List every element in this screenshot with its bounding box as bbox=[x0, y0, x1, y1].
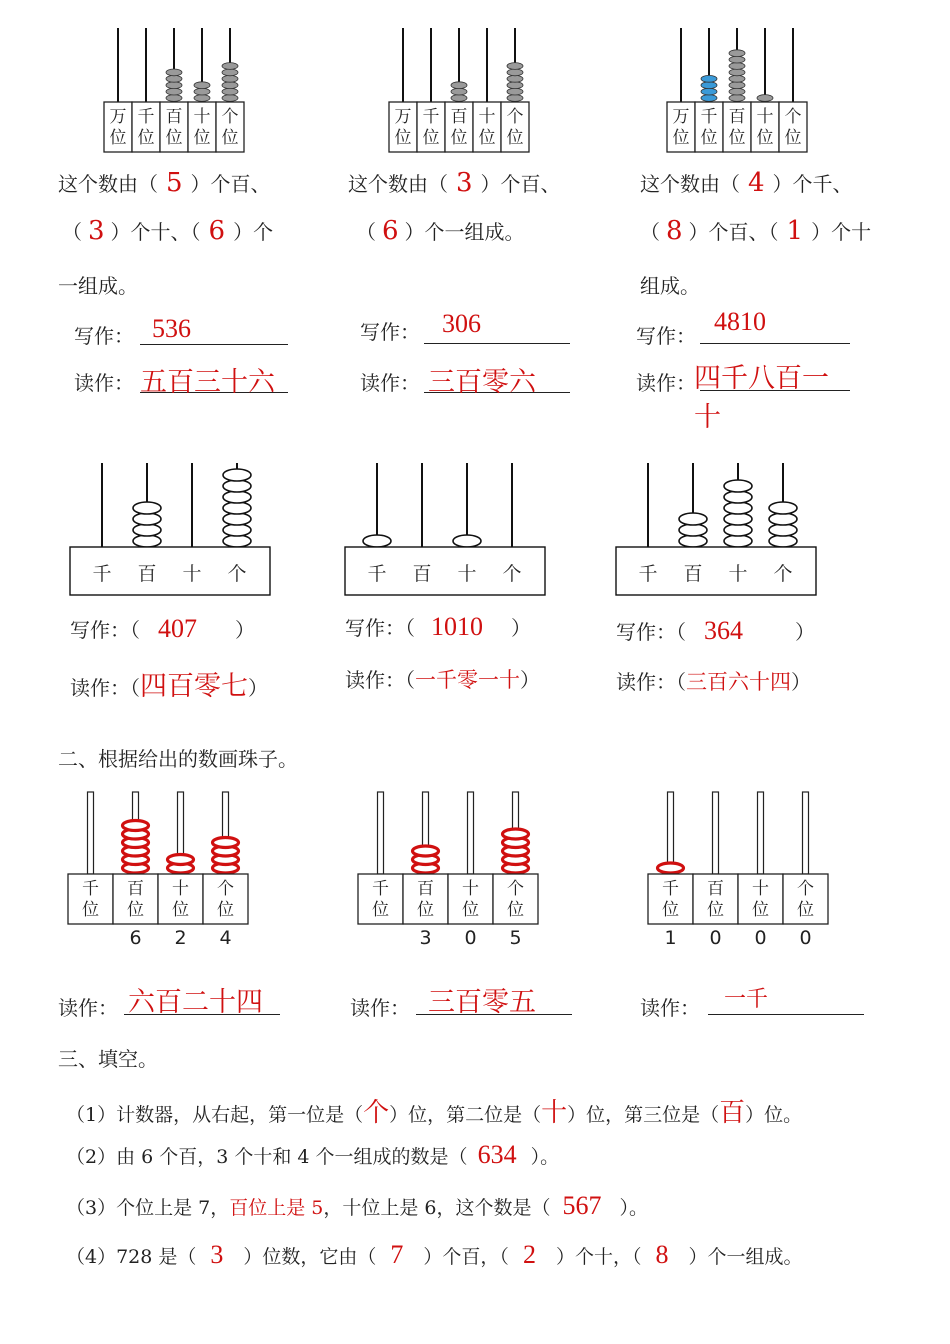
place-label: 位 bbox=[462, 900, 479, 920]
abacus-draw-3 bbox=[646, 786, 836, 951]
place-label: 万 bbox=[672, 107, 690, 127]
place-label: 位 bbox=[165, 128, 183, 148]
place-label: 个 bbox=[221, 107, 239, 127]
place-label: 十 bbox=[728, 563, 748, 585]
draw-read-label-3: 读作： bbox=[640, 996, 700, 1020]
place-label: 位 bbox=[450, 128, 468, 148]
bead bbox=[222, 63, 238, 70]
place-label: 个 bbox=[784, 107, 802, 127]
place-label: 位 bbox=[700, 128, 718, 148]
bead bbox=[729, 88, 745, 95]
bead bbox=[194, 95, 210, 102]
bead bbox=[451, 88, 467, 95]
place-label: 位 bbox=[217, 900, 234, 920]
question-3: （3）个位上是 7，百位上是 5，十位上是 6，这个数是（ 567 ）。 bbox=[66, 1191, 649, 1220]
draw-read-line-1 bbox=[124, 984, 280, 1018]
bead bbox=[166, 69, 182, 76]
bead bbox=[701, 88, 717, 95]
place-label: 位 bbox=[193, 128, 211, 148]
read-label-3: 读作： bbox=[636, 371, 696, 395]
bead bbox=[729, 95, 745, 102]
place-label: 百 bbox=[450, 107, 468, 127]
bead bbox=[769, 502, 797, 514]
draw-read-line-3 bbox=[708, 984, 864, 1015]
place-label: 位 bbox=[137, 128, 155, 148]
abacus-box-2 bbox=[343, 455, 553, 600]
bead bbox=[363, 535, 391, 547]
place-label: 千 bbox=[372, 879, 389, 899]
digit-label: 0 bbox=[709, 927, 722, 949]
bead bbox=[451, 95, 467, 102]
rod bbox=[758, 792, 764, 874]
digit-label: 5 bbox=[509, 927, 522, 949]
read-value-1: 五百三十六 bbox=[140, 367, 275, 398]
place-label: 千 bbox=[422, 107, 440, 127]
bead bbox=[701, 95, 717, 102]
place-label: 百 bbox=[417, 879, 434, 899]
place-label: 千 bbox=[700, 107, 718, 127]
place-label: 位 bbox=[662, 900, 679, 920]
bead bbox=[507, 88, 523, 95]
bead bbox=[729, 69, 745, 76]
place-label: 十 bbox=[462, 879, 479, 899]
place-label: 十 bbox=[457, 563, 477, 585]
write-value-3: 4810 bbox=[714, 307, 766, 336]
place-label: 位 bbox=[172, 900, 189, 920]
sentence-1-line3: 一组成。 bbox=[58, 274, 138, 298]
write-line-3 bbox=[700, 307, 850, 344]
place-label: 百 bbox=[412, 563, 432, 585]
bead bbox=[679, 513, 707, 525]
digit-label: 3 bbox=[419, 927, 432, 949]
place-label: 千 bbox=[92, 563, 112, 585]
write-value-1: 536 bbox=[152, 314, 191, 343]
box-read-1: 读作：（四百零七） bbox=[70, 671, 268, 702]
rod bbox=[468, 792, 474, 874]
bead bbox=[701, 82, 717, 89]
abacus-box-3 bbox=[614, 455, 824, 600]
place-label: 位 bbox=[82, 900, 99, 920]
box-write-1: 写作：（ 407 ） bbox=[70, 614, 255, 643]
part3-heading: 三、填空。 bbox=[58, 1047, 158, 1071]
place-label: 位 bbox=[672, 128, 690, 148]
write-value-2: 306 bbox=[442, 309, 481, 338]
read-label-2: 读作： bbox=[360, 371, 420, 395]
place-label: 位 bbox=[797, 900, 814, 920]
place-label: 万 bbox=[109, 107, 127, 127]
sentence-3-line3: 组成。 bbox=[640, 274, 700, 298]
draw-read-value-3: 一千 bbox=[724, 987, 769, 1012]
place-label: 位 bbox=[752, 900, 769, 920]
question-1: （1）计数器，从右起，第一位是（个）位，第二位是（十）位，第三位是（百）位。 bbox=[66, 1098, 803, 1128]
bead bbox=[724, 480, 752, 492]
place-label: 个 bbox=[227, 563, 247, 585]
write-label-1: 写作： bbox=[74, 324, 134, 348]
bead bbox=[453, 535, 481, 547]
bead bbox=[222, 69, 238, 76]
bead bbox=[223, 469, 251, 481]
rod bbox=[378, 792, 384, 874]
question-4: （4）728 是（ 3 ）位数，它由（ 7 ）个百，（ 2 ）个十，（ 8 ）个一组成。 bbox=[66, 1240, 803, 1269]
place-label: 位 bbox=[507, 900, 524, 920]
bead bbox=[658, 863, 684, 873]
place-label: 个 bbox=[502, 563, 522, 585]
sentence-2-line1: 这个数由（ 3 ）个百、 bbox=[348, 168, 561, 198]
place-label: 百 bbox=[683, 563, 703, 585]
sentence-2-line2: （ 6 ）个一组成。 bbox=[356, 216, 525, 246]
bead bbox=[166, 75, 182, 82]
abacus-box-1 bbox=[68, 455, 278, 600]
place-label: 位 bbox=[394, 128, 412, 148]
place-label: 千 bbox=[137, 107, 155, 127]
bead bbox=[507, 75, 523, 82]
bead bbox=[729, 56, 745, 63]
bead bbox=[168, 855, 194, 865]
place-label: 十 bbox=[756, 107, 774, 127]
place-label: 十 bbox=[182, 563, 202, 585]
place-label: 个 bbox=[506, 107, 524, 127]
abacus-top-2 bbox=[385, 20, 545, 160]
sentence-1-line2: （ 3 ）个十、（ 6 ）个 bbox=[62, 216, 274, 246]
bead bbox=[729, 82, 745, 89]
bead bbox=[222, 75, 238, 82]
place-label: 百 bbox=[137, 563, 157, 585]
place-label: 十 bbox=[193, 107, 211, 127]
read-value-3: 四千八百一十 bbox=[694, 363, 829, 433]
place-label: 十 bbox=[752, 879, 769, 899]
place-label: 位 bbox=[728, 128, 746, 148]
bead bbox=[757, 95, 773, 102]
bead bbox=[729, 75, 745, 82]
place-label: 位 bbox=[127, 900, 144, 920]
place-label: 千 bbox=[82, 879, 99, 899]
part2-heading: 二、根据给出的数画珠子。 bbox=[58, 747, 298, 771]
bead bbox=[503, 829, 529, 839]
read-line-3 bbox=[694, 360, 850, 433]
abacus-draw-2 bbox=[356, 786, 546, 951]
write-label-2: 写作： bbox=[360, 320, 420, 344]
place-label: 位 bbox=[478, 128, 496, 148]
place-label: 千 bbox=[662, 879, 679, 899]
place-label: 百 bbox=[707, 879, 724, 899]
digit-label: 1 bbox=[664, 927, 677, 949]
place-label: 十 bbox=[172, 879, 189, 899]
rod bbox=[803, 792, 809, 874]
digit-label: 0 bbox=[754, 927, 767, 949]
write-line-2 bbox=[424, 309, 570, 344]
digit-label: 4 bbox=[219, 927, 232, 949]
place-label: 位 bbox=[756, 128, 774, 148]
bead bbox=[166, 88, 182, 95]
draw-read-label-1: 读作： bbox=[58, 996, 118, 1020]
bead bbox=[729, 50, 745, 57]
place-label: 位 bbox=[506, 128, 524, 148]
bead bbox=[123, 821, 149, 831]
digit-label: 0 bbox=[464, 927, 477, 949]
abacus-top-1 bbox=[100, 20, 260, 160]
bead bbox=[451, 82, 467, 89]
draw-read-value-2: 三百零五 bbox=[428, 987, 536, 1018]
place-label: 个 bbox=[507, 879, 524, 899]
place-label: 十 bbox=[478, 107, 496, 127]
bead bbox=[194, 88, 210, 95]
place-label: 个 bbox=[217, 879, 234, 899]
sentence-3-line1: 这个数由（ 4 ）个千、 bbox=[640, 168, 853, 198]
place-label: 千 bbox=[367, 563, 387, 585]
draw-read-line-2 bbox=[416, 984, 572, 1018]
place-label: 万 bbox=[394, 107, 412, 127]
sentence-1-line1: 这个数由（ 5 ）个百、 bbox=[58, 168, 271, 198]
bead bbox=[133, 502, 161, 514]
bead bbox=[194, 82, 210, 89]
read-line-1 bbox=[140, 362, 288, 398]
box-write-2: 写作：（ 1010 ） bbox=[345, 612, 531, 641]
abacus-top-3 bbox=[663, 20, 823, 160]
place-label: 位 bbox=[372, 900, 389, 920]
bead bbox=[413, 846, 439, 856]
read-label-1: 读作： bbox=[74, 371, 134, 395]
sentence-3-line2: （ 8 ）个百、（ 1 ）个十 bbox=[640, 216, 872, 246]
bead bbox=[507, 63, 523, 70]
rod bbox=[713, 792, 719, 874]
question-2: （2）由 6 个百，3 个十和 4 个一组成的数是（ 634 ）。 bbox=[66, 1140, 560, 1169]
abacus-draw-1 bbox=[66, 786, 256, 951]
place-label: 个 bbox=[773, 563, 793, 585]
read-line-2 bbox=[424, 362, 570, 398]
digit-label: 2 bbox=[174, 927, 187, 949]
bead bbox=[166, 82, 182, 89]
place-label: 百 bbox=[127, 879, 144, 899]
box-read-3: 读作：（三百六十四） bbox=[616, 670, 811, 694]
digit-label: 0 bbox=[799, 927, 812, 949]
draw-read-label-2: 读作： bbox=[350, 996, 410, 1020]
bead bbox=[166, 95, 182, 102]
box-read-2: 读作：（一千零一十） bbox=[345, 668, 540, 692]
place-label: 千 bbox=[638, 563, 658, 585]
place-label: 位 bbox=[784, 128, 802, 148]
place-label: 位 bbox=[417, 900, 434, 920]
read-value-2: 三百零六 bbox=[428, 367, 536, 398]
place-label: 位 bbox=[422, 128, 440, 148]
place-label: 百 bbox=[728, 107, 746, 127]
write-label-3: 写作： bbox=[636, 324, 696, 348]
box-write-3: 写作：（ 364 ） bbox=[616, 616, 815, 645]
bead bbox=[507, 69, 523, 76]
bead bbox=[222, 95, 238, 102]
place-label: 位 bbox=[707, 900, 724, 920]
bead bbox=[507, 82, 523, 89]
draw-read-value-1: 六百二十四 bbox=[128, 987, 263, 1018]
bead bbox=[222, 88, 238, 95]
digit-label: 6 bbox=[129, 927, 142, 949]
bead bbox=[213, 838, 239, 848]
place-label: 个 bbox=[797, 879, 814, 899]
bead bbox=[507, 95, 523, 102]
rod bbox=[88, 792, 94, 874]
bead bbox=[729, 63, 745, 70]
bead bbox=[222, 82, 238, 89]
write-line-1 bbox=[140, 316, 288, 345]
place-label: 位 bbox=[109, 128, 127, 148]
place-label: 位 bbox=[221, 128, 239, 148]
place-label: 百 bbox=[165, 107, 183, 127]
bead bbox=[701, 75, 717, 82]
